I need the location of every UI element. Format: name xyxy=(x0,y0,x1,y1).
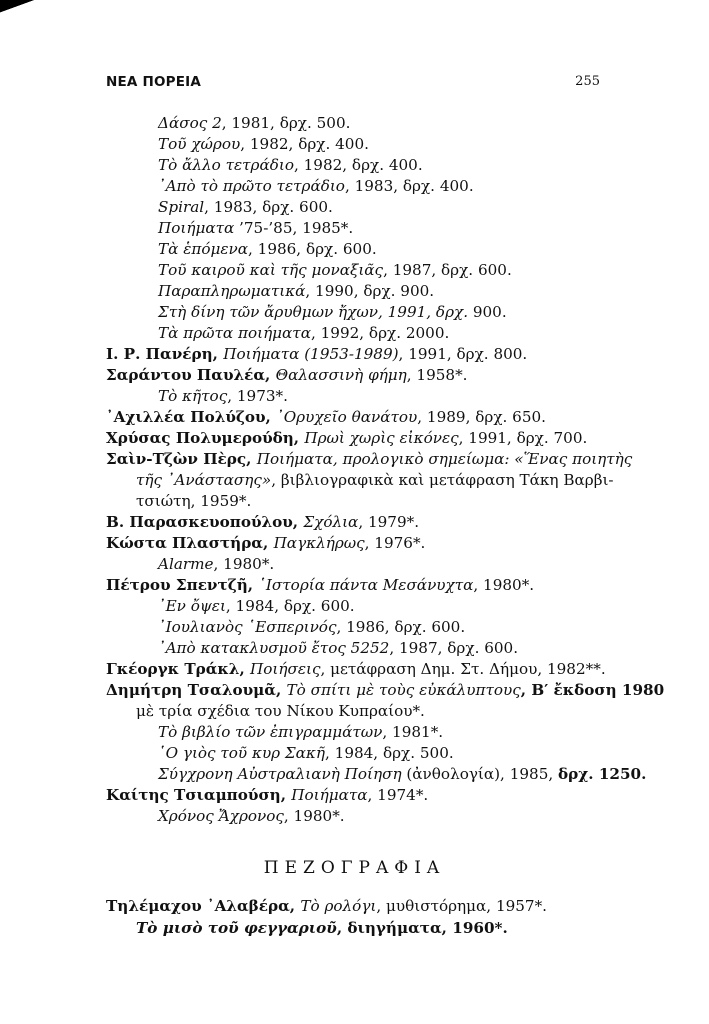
entry-text: , 1987, δρχ. 600. xyxy=(389,639,519,657)
entry-text: , 1990, δρχ. 900. xyxy=(305,282,435,300)
entry-text: , 1974*. xyxy=(367,786,429,804)
bibliography-line xyxy=(106,575,534,595)
entry-text: , 1980*. xyxy=(473,576,535,594)
author-name: Πέτρου Σπεντζῆ, xyxy=(106,576,259,594)
bibliography-line xyxy=(158,722,443,742)
bibliography-line xyxy=(158,386,288,406)
bibliography-line xyxy=(106,428,587,448)
work-title: Ποιήματα, προλογικὸ σημείωμα: «Ἕνας ποιητὴς xyxy=(256,450,633,468)
entry-text: , μετάφραση Δημ. Στ. Δήμου, 1982**. xyxy=(320,660,606,678)
work-title: Τὸ μισὸ τοῦ φεγγαριοῦ xyxy=(136,919,337,937)
work-title: Τὸ ρολόγι xyxy=(300,897,377,915)
work-title: Ποιήσεις xyxy=(250,660,321,678)
bibliography-line xyxy=(136,470,614,490)
entry-text: , 1981*. xyxy=(382,723,444,741)
work-title: Πρωὶ χωρὶς εἰκόνες xyxy=(304,429,459,447)
bibliography-line xyxy=(106,533,425,553)
bibliography-line xyxy=(106,344,527,364)
entry-text: , 1983, δρχ. 600. xyxy=(204,198,333,216)
prose-bibliography-line xyxy=(106,896,547,916)
entry-text: ’75-’85, 1985*. xyxy=(234,219,354,237)
work-title: Τὰ ἑπόμενα xyxy=(158,240,248,258)
bibliography-line xyxy=(158,281,434,301)
author-name: Γκέοργκ Τράκλ, xyxy=(106,660,251,678)
entry-text: , 1973*. xyxy=(227,387,288,405)
bibliography-line xyxy=(106,680,664,700)
entry-text: , 1976*. xyxy=(364,534,426,552)
entry-text: , 1958*. xyxy=(406,366,468,384)
entry-text: , 1980*. xyxy=(283,807,345,825)
work-title: Τὰ πρῶτα ποιήματα xyxy=(158,324,311,342)
entry-text: τσιώτη, 1959*. xyxy=(136,492,252,510)
work-title: Ποιήματα xyxy=(158,219,235,237)
bibliography-line xyxy=(158,197,333,217)
bibliography-line xyxy=(158,323,449,343)
bibliography-line xyxy=(158,302,507,322)
work-title: ῾Ιστορία πάντα Μεσάνυχτα xyxy=(258,576,474,594)
entry-text: , 1983, δρχ. 400. xyxy=(344,177,474,195)
page-number: 255 xyxy=(575,74,600,89)
bibliography-line xyxy=(106,449,632,469)
entry-text: , 1991, δρχ. 700. xyxy=(458,429,588,447)
bibliography-line xyxy=(158,134,369,154)
bibliography-line xyxy=(106,785,428,805)
entry-text: , βιβλιογραφικὰ καὶ μετάφραση Τάκη Βαρβι- xyxy=(271,471,614,489)
scan-corner-mark xyxy=(0,0,46,14)
bibliography-line xyxy=(158,596,355,616)
author-name: Κώστα Πλαστήρα, xyxy=(106,534,274,552)
work-title: Στὴ δίνη τῶν ἄρυθμων ἤχων, 1991, δρχ. xyxy=(158,303,469,321)
author-name: Σαὶν-Τζὼν Πὲρς, xyxy=(106,450,257,468)
entry-text: , 1992, δρχ. 2000. xyxy=(310,324,450,342)
work-title: Τὸ ἄλλο τετράδιο xyxy=(158,156,294,174)
author-name: Β. Παρασκευοπούλου, xyxy=(106,513,304,531)
author-name: Σαράντου Παυλέα, xyxy=(106,366,276,384)
work-title: ῾Ο γιὸς τοῦ κυρ Σακῆ xyxy=(158,744,325,762)
bibliography-line xyxy=(136,491,251,511)
author-name: ᾿Αχιλλέα Πολύζου, xyxy=(106,408,277,426)
entry-text: , 1979*. xyxy=(358,513,420,531)
entry-text: , 1986, δρχ. 600. xyxy=(336,618,466,636)
bibliography-line xyxy=(158,554,274,574)
bibliography-line xyxy=(106,512,419,532)
work-title: Τοῦ χώρου xyxy=(158,135,241,153)
entry-text: 900. xyxy=(468,303,507,321)
entry-text: , μυθιστόρημα, 1957*. xyxy=(376,897,548,915)
bibliography-line xyxy=(106,659,606,679)
author-name: , διηγήματα, 1960*. xyxy=(336,919,508,937)
entry-text: μὲ τρία σχέδια του Νίκου Κυπραίου*. xyxy=(136,702,425,720)
bibliography-line xyxy=(106,365,468,385)
author-name: Τηλέμαχου ᾿Αλαβέρα, xyxy=(106,897,301,915)
author-name: δρχ. 1250. xyxy=(558,765,647,783)
prose-bibliography-line xyxy=(136,918,508,938)
bibliography-line xyxy=(158,260,512,280)
author-name: Ι. Ρ. Πανέρη, xyxy=(106,345,224,363)
author-name: Χρύσας Πολυμερούδη, xyxy=(106,429,305,447)
work-title: Παραπληρωματικά xyxy=(158,282,306,300)
author-name: Δημήτρη Τσαλουμᾶ, xyxy=(106,681,287,699)
running-head: ΝΕΑ ΠΟΡΕΙΑ xyxy=(106,74,202,90)
entry-text: , 1984, δρχ. 500. xyxy=(325,744,454,762)
bibliography-line xyxy=(158,239,377,259)
work-title: Θαλασσινὴ φήμη xyxy=(275,366,407,384)
work-title: ᾿Ιουλιανὸς ῾Εσπερινός xyxy=(158,618,337,636)
work-title: Τὸ κῆτος xyxy=(158,387,228,405)
work-title: ᾿Απὸ τὸ πρῶτο τετράδιο xyxy=(158,177,345,195)
entry-text: , 1987, δρχ. 600. xyxy=(383,261,512,279)
bibliography-line xyxy=(158,155,423,175)
work-title: Τοῦ καιροῦ καὶ τῆς μοναξιᾶς xyxy=(158,261,384,279)
bibliography-line xyxy=(158,764,646,784)
work-title: Παγκλήρως xyxy=(273,534,365,552)
entry-text: , 1982, δρχ. 400. xyxy=(293,156,423,174)
entry-text: , 1982, δρχ. 400. xyxy=(240,135,369,153)
entry-text: , 1986, δρχ. 600. xyxy=(248,240,377,258)
entry-text: , 1984, δρχ. 600. xyxy=(225,597,355,615)
work-title: Τὸ σπίτι μὲ τοὺς εὐκάλυπτους xyxy=(286,681,521,699)
work-title: Σχόλια xyxy=(303,513,359,531)
work-title: Τὸ βιβλίο τῶν ἐπιγραμμάτων xyxy=(158,723,383,741)
bibliography-line xyxy=(158,806,345,826)
author-name: Καίτης Τσιαμπούση, xyxy=(106,786,292,804)
entry-text: , 1980*. xyxy=(213,555,275,573)
section-title: ΠΕΖΟΓΡΑΦΙΑ xyxy=(263,858,446,878)
work-title: Ποιήματα xyxy=(291,786,368,804)
bibliography-line xyxy=(158,113,350,133)
work-title: ᾿Απὸ κατακλυσμοῦ ἔτος 5252 xyxy=(158,639,390,657)
entry-text: (ἀνθολογία), 1985, xyxy=(401,765,559,783)
work-title: Ποιήματα (1953-1989) xyxy=(223,345,399,363)
work-title: Χρόνος Ἄχρονος xyxy=(158,807,284,825)
entry-text: , 1989, δρχ. 650. xyxy=(417,408,546,426)
work-title: ᾿Εν ὄψει xyxy=(158,597,226,615)
author-name: , Β′ ἔκδοση 1980 xyxy=(520,681,665,699)
work-title: Alarme xyxy=(158,555,214,573)
bibliography-line xyxy=(136,701,425,721)
work-title: τῆς ᾿Ανάστασης» xyxy=(136,471,272,489)
bibliography-line xyxy=(158,218,353,238)
work-title: Σύγχρονη Αὐστραλιανὴ Ποίηση xyxy=(158,765,402,783)
bibliography-line xyxy=(158,638,518,658)
entry-text: , 1981, δρχ. 500. xyxy=(221,114,351,132)
bibliography-line xyxy=(158,617,465,637)
bibliography-line xyxy=(158,743,454,763)
work-title: Spiral xyxy=(158,198,205,216)
entry-text: , 1991, δρχ. 800. xyxy=(398,345,528,363)
bibliography-line xyxy=(106,407,546,427)
page-header xyxy=(106,74,600,96)
work-title: Δάσος 2 xyxy=(158,114,222,132)
work-title: ᾿Ορυχεῖο θανάτου xyxy=(276,408,418,426)
bibliography-line xyxy=(158,176,474,196)
